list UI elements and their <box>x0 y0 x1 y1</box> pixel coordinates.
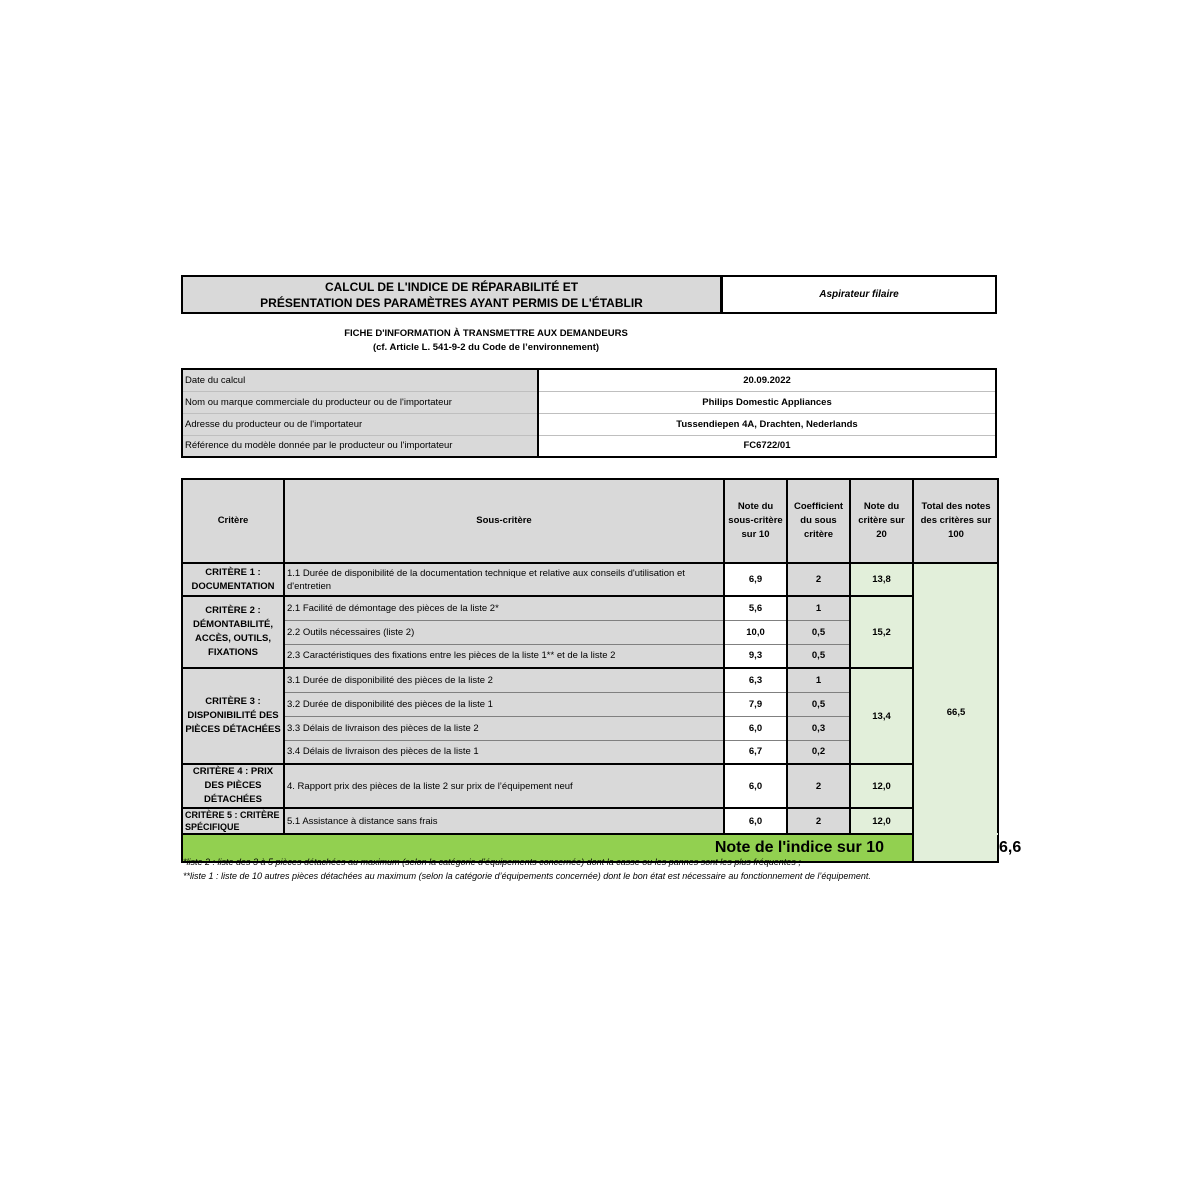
criterion-name: CRITÈRE 4 : PRIX DES PIÈCES DÉTACHÉES <box>182 764 284 808</box>
info-row-address <box>182 413 996 435</box>
sub-criterion-note: 6,3 <box>724 668 787 692</box>
info-label: Référence du modèle donnée par le producteur ou l'importateur <box>182 435 538 457</box>
header-sous-critere: Sous-critère <box>284 479 724 563</box>
sub-criterion-label: 2.3 Caractéristiques des fixations entre les pièces de la liste 1** et de la liste 2 <box>284 644 724 668</box>
sub-criterion-coef: 2 <box>787 764 850 808</box>
sub-criterion-label: 3.1 Durée de disponibilité des pièces de la liste 2 <box>284 668 724 692</box>
sub-criterion-label: 4. Rapport prix des pièces de la liste 2 sur prix de l’équipement neuf <box>284 764 724 808</box>
subtitle-line-1: FICHE D'INFORMATION À TRANSMETTRE AUX DEMANDEURS <box>344 328 628 339</box>
sub-criterion-coef: 0,5 <box>787 692 850 716</box>
main-title <box>181 275 722 314</box>
criterion-note-20: 15,2 <box>850 596 913 668</box>
header-coefficient: Coefficient du sous critère <box>787 479 850 563</box>
sub-criterion-note: 9,3 <box>724 644 787 668</box>
table-row <box>182 808 998 834</box>
score-table <box>181 478 1022 863</box>
sub-criterion-coef: 0,3 <box>787 716 850 740</box>
sub-criterion-coef: 0,5 <box>787 644 850 668</box>
header-note-sur-20: Note du critère sur 20 <box>850 479 913 563</box>
sub-criterion-label: 1.1 Durée de disponibilité de la documentation technique et relative aux conseils d'utilisation et d'entretien <box>284 563 724 596</box>
sub-criterion-note: 7,9 <box>724 692 787 716</box>
header-note-sous-critere: Note du sous-critère sur 10 <box>724 479 787 563</box>
sub-criterion-note: 6,0 <box>724 764 787 808</box>
info-label: Date du calcul <box>182 369 538 391</box>
criterion-name: CRITÈRE 5 : CRITÈRE SPÉCIFIQUE <box>182 808 284 834</box>
info-row-brand <box>182 391 996 413</box>
table-header-row <box>182 479 998 563</box>
final-score-label: Note de l'indice sur 10 <box>182 834 913 862</box>
info-value: 20.09.2022 <box>538 369 996 391</box>
subtitle-line-2: (cf. Article L. 541-9-2 du Code de l’environnement) <box>372 342 600 353</box>
footnote-list-2: *liste 2 : liste des 3 à 5 pièces détachées au maximum (selon la catégorie d’équipements concernée) dont la casse ou les pannes sont les plus fréquentes ; <box>183 857 801 867</box>
info-label: Nom ou marque commerciale du producteur ou de l'importateur <box>182 391 538 413</box>
sub-criterion-coef: 1 <box>787 596 850 620</box>
info-row-reference <box>182 435 996 457</box>
footnotes <box>183 855 1003 883</box>
total-score: 66,5 <box>913 563 998 862</box>
sub-criterion-label: 3.3 Délais de livraison des pièces de la liste 2 <box>284 716 724 740</box>
sub-criterion-coef: 0,5 <box>787 620 850 644</box>
title-line-1: CALCUL DE L'INDICE DE RÉPARABILITÉ ET <box>324 279 579 294</box>
sub-criterion-label: 5.1 Assistance à distance sans frais <box>284 808 724 834</box>
criterion-name: CRITÈRE 2 : DÉMONTABILITÉ, ACCÈS, OUTILS, FIXATIONS <box>182 596 284 668</box>
sub-criterion-coef: 1 <box>787 668 850 692</box>
table-row <box>182 668 998 692</box>
sub-criterion-note: 6,9 <box>724 563 787 596</box>
table-row <box>182 563 998 596</box>
info-table <box>181 368 997 458</box>
sub-criterion-label: 2.1 Facilité de démontage des pièces de la liste 2* <box>284 596 724 620</box>
sub-criterion-coef: 2 <box>787 563 850 596</box>
sub-criterion-coef: 0,2 <box>787 740 850 764</box>
form-subtitle <box>181 327 791 355</box>
sub-criterion-note: 10,0 <box>724 620 787 644</box>
criterion-note-20: 12,0 <box>850 808 913 834</box>
sub-criterion-label: 3.2 Durée de disponibilité des pièces de la liste 1 <box>284 692 724 716</box>
info-value: FC6722/01 <box>538 435 996 457</box>
sub-criterion-note: 6,7 <box>724 740 787 764</box>
info-label: Adresse du producteur ou de l'importateur <box>182 413 538 435</box>
criterion-name: CRITÈRE 3 : DISPONIBILITÉ DES PIÈCES DÉTACHÉES <box>182 668 284 764</box>
info-value: Philips Domestic Appliances <box>538 391 996 413</box>
footnote-list-1: **liste 1 : liste de 10 autres pièces détachées au maximum (selon la catégorie d’équipements concernée) dont le bon état est nécessaire au fonctionnement de l’équipement. <box>183 871 871 881</box>
table-row <box>182 764 998 808</box>
criterion-note-20: 13,8 <box>850 563 913 596</box>
sub-criterion-note: 6,0 <box>724 716 787 740</box>
criterion-note-20: 13,4 <box>850 668 913 764</box>
criterion-name: CRITÈRE 1 : DOCUMENTATION <box>182 563 284 596</box>
info-value: Tussendiepen 4A, Drachten, Nederlands <box>538 413 996 435</box>
header-total: Total des notes des critères sur 100 <box>913 479 998 563</box>
product-type: Aspirateur filaire <box>721 275 997 314</box>
title-line-2: PRÉSENTATION DES PARAMÈTRES AYANT PERMIS DE L'ÉTABLIR <box>260 295 643 310</box>
header-critere: Critère <box>182 479 284 563</box>
final-score-row: Note de l'indice sur 10 6,6 <box>182 834 998 862</box>
table-row <box>182 596 998 620</box>
sub-criterion-label: 3.4 Délais de livraison des pièces de la liste 1 <box>284 740 724 764</box>
sub-criterion-note: 6,0 <box>724 808 787 834</box>
sub-criterion-coef: 2 <box>787 808 850 834</box>
sub-criterion-note: 5,6 <box>724 596 787 620</box>
criterion-note-20: 12,0 <box>850 764 913 808</box>
sub-criterion-label: 2.2 Outils nécessaires (liste 2) <box>284 620 724 644</box>
info-row-date <box>182 369 996 391</box>
